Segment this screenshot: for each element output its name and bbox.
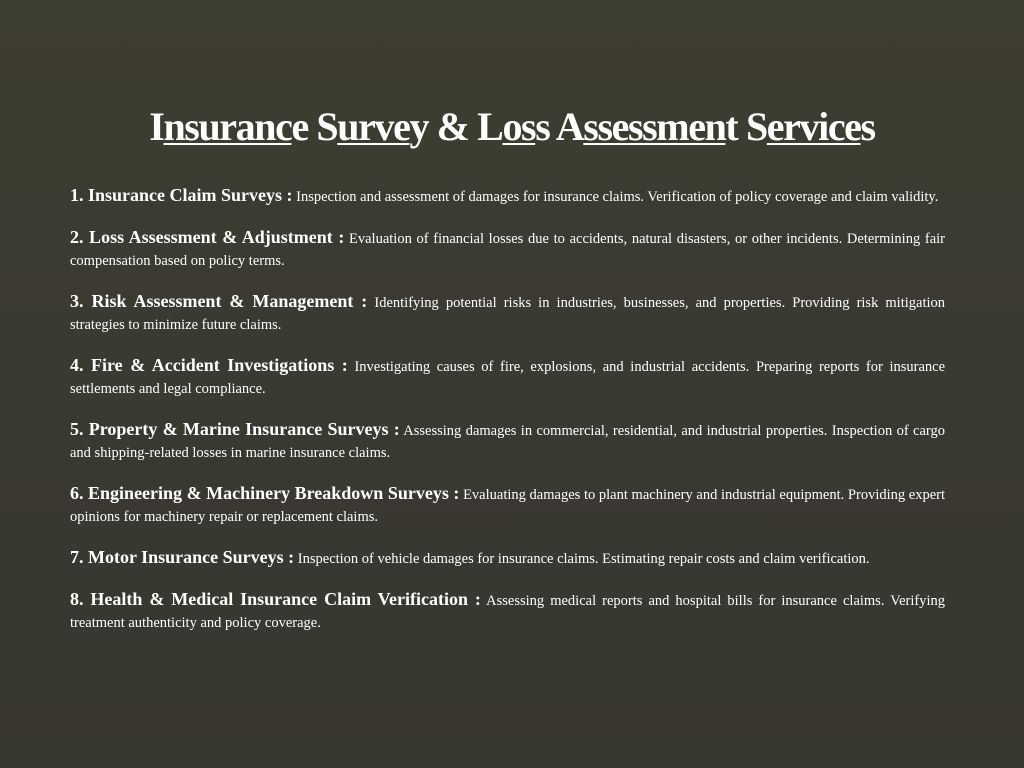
service-heading: 5. Property & Marine Insurance Surveys : (70, 419, 400, 439)
service-description: Inspection and assessment of damages for insurance claims. Verification of policy coverage and claim validity. (296, 189, 939, 205)
service-description: Inspection of vehicle damages for insurance claims. Estimating repair costs and claim verification. (297, 551, 870, 567)
title-part: I (149, 103, 164, 149)
services-list (70, 184, 945, 652)
service-item (70, 184, 945, 208)
service-heading: 4. Fire & Accident Investigations : (70, 355, 348, 375)
service-heading: 1. Insurance Claim Surveys : (70, 185, 293, 205)
service-heading: 6. Engineering & Machinery Breakdown Surveys : (70, 483, 460, 503)
service-heading: 3. Risk Assessment & Management : (70, 291, 368, 311)
title-part-underlined: urve (337, 103, 410, 149)
title-part: t S (725, 103, 767, 149)
service-heading: 7. Motor Insurance Surveys : (70, 547, 295, 567)
service-description: Investigating causes of fire, explosions, and industrial accidents. Preparing reports for insurance settlements and legal compliance. (70, 359, 946, 397)
title-part-underlined: os (502, 103, 536, 149)
service-item (70, 354, 945, 400)
service-description: Assessing damages in commercial, residential, and industrial properties. Inspection of cargo and shipping-related losses in marine insurance claims. (70, 423, 945, 461)
page-title (0, 105, 1024, 149)
service-item (70, 418, 945, 464)
title-part: s (860, 103, 875, 149)
service-item (70, 290, 945, 336)
service-description: Evaluating damages to plant machinery and industrial equipment. Providing expert opinions for machinery repair or replacement claims. (70, 487, 946, 525)
service-heading: 2. Loss Assessment & Adjustment : (70, 227, 345, 247)
service-item (70, 482, 945, 528)
service-item (70, 226, 945, 272)
service-heading: 8. Health & Medical Insurance Claim Verification : (70, 589, 481, 609)
service-item (70, 588, 945, 634)
service-item (70, 546, 945, 570)
title-part: s A (535, 103, 584, 149)
title-part: y & L (409, 103, 503, 149)
title-part-underlined: ervice (766, 103, 861, 149)
title-part-underlined: nsuranc (163, 103, 292, 149)
title-part: e S (291, 103, 338, 149)
title-part-underlined: ssessmen (583, 103, 726, 149)
service-description: Evaluation of financial losses due to accidents, natural disasters, or other incidents. Determining fair compensation based on policy terms. (70, 231, 945, 269)
service-description: Identifying potential risks in industries, businesses, and properties. Providing risk mitigation strategies to minimize future claims. (70, 295, 946, 333)
service-description: Assessing medical reports and hospital bills for insurance claims. Verifying treatment authenticity and policy coverage. (70, 593, 945, 631)
